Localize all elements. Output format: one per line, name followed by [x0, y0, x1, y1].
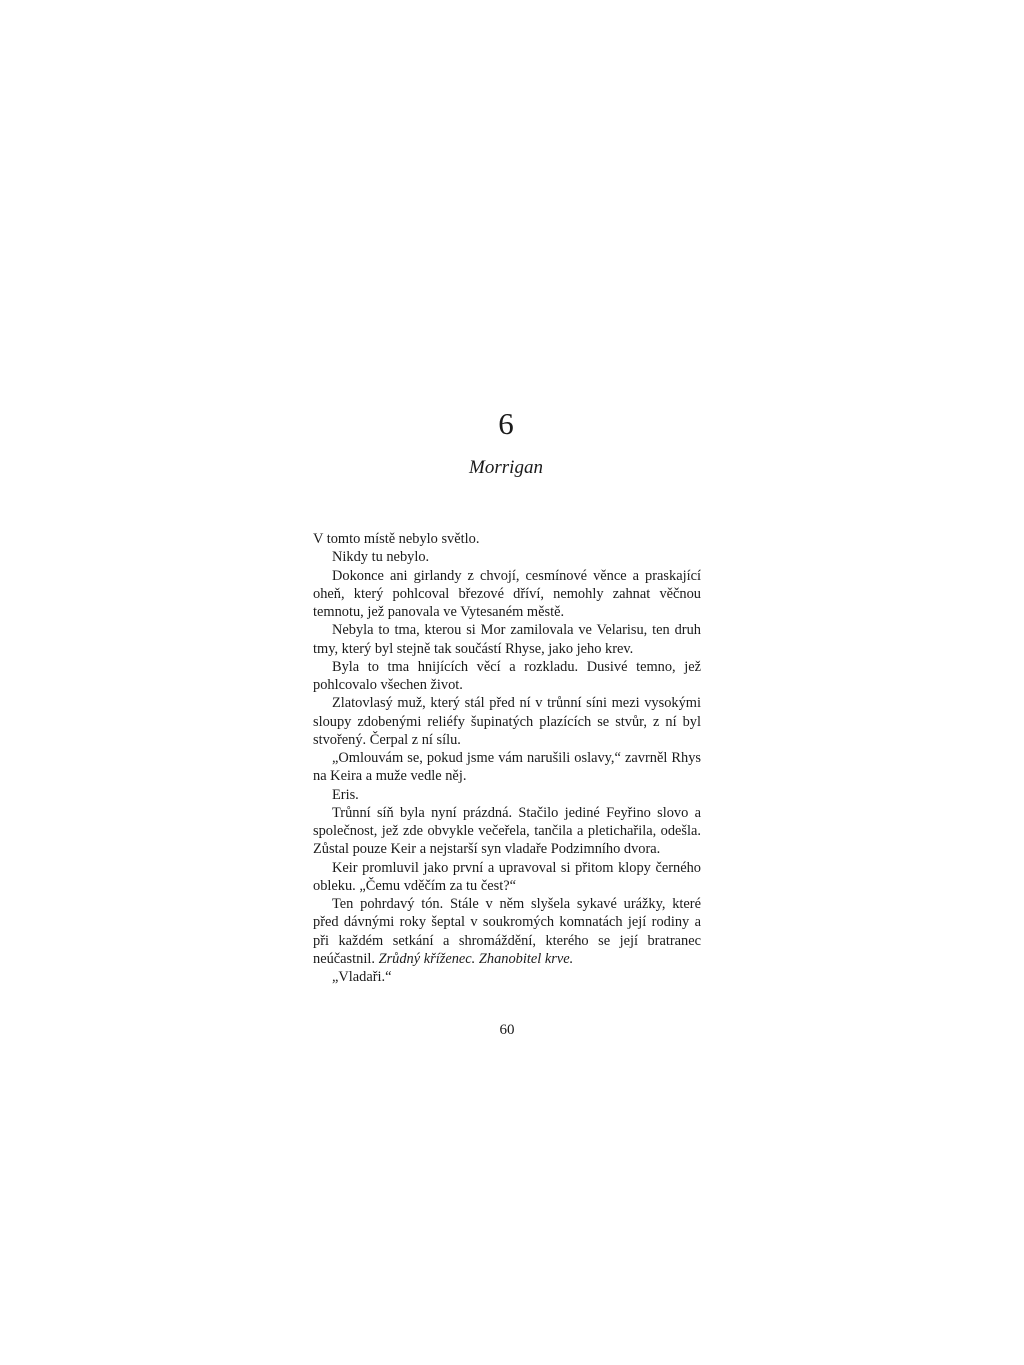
- paragraph-text: Ten pohrdavý tón. Stále v něm slyšela sykavé urážky, které před dávnými roky šeptal v soukromých komnatách její rodiny a při každém setkání a shromáždění, kterého se její bratranec neúčastnil.: [313, 896, 701, 967]
- paragraph: Eris.: [332, 786, 359, 803]
- chapter-number: 6: [498, 406, 514, 441]
- paragraph: Nikdy tu nebylo.: [332, 549, 430, 566]
- paragraph: Byla to tma hnijících věcí a rozkladu. Dusivé temno, jež pohlcovalo všechen život.: [313, 658, 701, 693]
- paragraph: Zlatovlasý muž, který stál před ní v trůnní síni mezi vysokými sloupy zdobenými reliéfy šupinatých plazících se stvůr, z ní byl stvořený. Čerpal z ní sílu.: [313, 695, 701, 748]
- italic-phrase: Zhanobitel krve.: [478, 950, 574, 967]
- chapter-title: Morrigan: [469, 457, 543, 478]
- paragraph: Trůnní síň byla nyní prázdná. Stačilo jediné Feyřino slovo a společnost, jež zde obvykle večeřela, tančila a pletichařila, odešla. Zůstal pouze Keir a nejstarší syn vladaře Podzimního dvora.: [313, 804, 701, 858]
- paragraph: „Omlouvám se, pokud jsme vám narušili oslavy,“ zavrněl Rhys na Keira a muže vedle něj.: [313, 750, 701, 785]
- closing-line: „Vladaři.“: [332, 969, 392, 985]
- paragraph: Dokonce ani girlandy z chvojí, cesmínové věnce a praskající oheň, který pohlcoval březové dříví, nemohly zahnat věčnou temnotu, jež panovala ve Vytesaném městě.: [313, 567, 701, 620]
- paragraph: Nebyla to tma, kterou si Mor zamilovala ve Velarisu, ten druh tmy, který byl stejně tak součástí Rhyse, jako jeho krev.: [313, 622, 701, 657]
- italic-phrase: Zrůdný kříženec.: [378, 950, 476, 967]
- paragraph: Keir promluvil jako první a upravoval si přitom klopy černého obleku. „Čemu vděčím za tu čest?“: [313, 859, 701, 894]
- paragraph: [313, 895, 701, 968]
- body-text: [313, 530, 701, 986]
- page-number: 60: [499, 1022, 515, 1038]
- paragraph: V tomto místě nebylo světlo.: [313, 531, 480, 547]
